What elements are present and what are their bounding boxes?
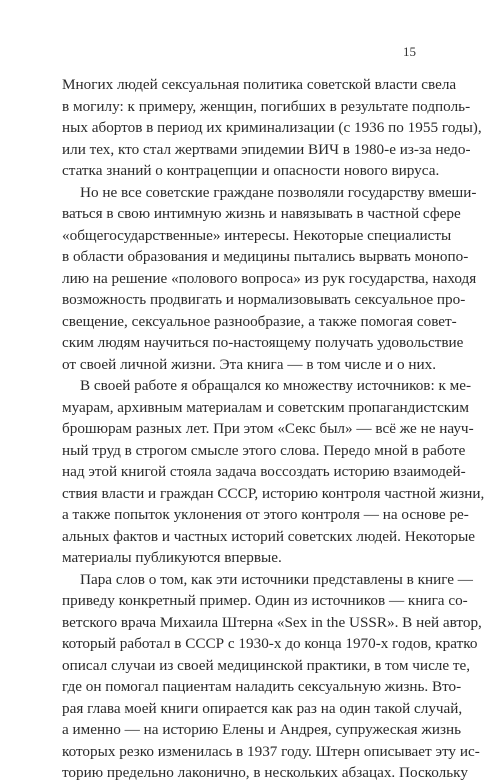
text-line: В своей работе я обращался ко множеству источников: к ме- [80, 377, 472, 394]
text-line: описал случаи из своей медицинской практики, в том числе те, [62, 656, 471, 674]
text-line: от своей личной жизни. Эта книга — в том числе и о них. [62, 355, 437, 373]
text-line: ваться в свою интимную жизнь и навязывать в частной сфере [62, 205, 461, 222]
page-number: 15 [403, 44, 416, 59]
text-line: в могилу: к примеру, женщин, погибших в результате подполь- [62, 97, 471, 115]
text-line: ный труд в строгом смысле этого слова. Передо мной в работе [62, 441, 466, 459]
text-line: который работал в СССР с 1930-х до конца 1970-х годов, кратко [62, 635, 478, 652]
text-line: материалы публикуются впервые. [62, 549, 282, 566]
text-line: альных фактов и частных историй советских людей. Некоторые [62, 527, 476, 545]
text-line: где он помогал пациентам наладить сексуальную жизнь. Вто- [62, 678, 462, 695]
paragraph [62, 182, 477, 376]
text-line: приведу конкретный пример. Один из источников — книга со- [62, 592, 468, 609]
text-line: торию предельно лаконично, в нескольких абзацах. Поскольку [62, 764, 468, 781]
paragraph [62, 569, 482, 784]
text-line: статка знаний о контрацепции и опасности нового вируса. [62, 162, 440, 179]
text-line: в области образования и медицины пытались вырвать монопо- [62, 248, 469, 265]
text-line: муарам, архивным материалам и советским пропагандистским [62, 398, 469, 416]
text-line: а именно — на историю Елены и Андрея, супружеская жизнь [62, 721, 462, 738]
text-line: лию на решение «полового вопроса» из рук государства, находя [62, 269, 477, 287]
text-line: рая глава моей книги опирается как раз на один такой случай, [62, 699, 463, 717]
paragraph [62, 74, 482, 182]
text-line: ных абортов в период их криминализации (с 1936 по 1955 годы), [62, 119, 482, 136]
text-line: а также попыток уклонения от этого контроля — на основе ре- [62, 506, 469, 523]
text-line: брошюрам разных лет. При этом «Секс был» — всё же не науч- [62, 420, 474, 437]
text-line: которых резко изменилась в 1937 году. Штерн описывает эту ис- [62, 742, 480, 760]
text-line: ским людям научиться по-настоящему получать удовольствие [62, 334, 464, 351]
text-line: над этой книгой стояла задача воссоздать историю взаимодей- [62, 463, 466, 480]
text-line: Многих людей сексуальная политика советской власти свела [62, 76, 457, 93]
text-line: «общегосударственные» интересы. Некоторые специалисты [62, 226, 452, 244]
text-line: Но не все советские граждане позволяли государству вмеши- [80, 183, 477, 201]
text-line: ветского врача Михаила Штерна «Sex in the USSR». В ней автор, [62, 613, 482, 631]
text-line: ствия власти и граждан СССР, историю контроля частной жизни, [62, 484, 485, 502]
body-text [62, 74, 485, 784]
text-line: Пара слов о том, как эти источники представлены в книге — [80, 570, 473, 588]
paragraph [62, 375, 485, 569]
text-line: или тех, кто стал жертвами эпидемии ВИЧ в 1980-е из-за недо- [62, 140, 471, 158]
text-line: свещение, сексуальное разнообразие, а также помогая совет- [62, 312, 457, 330]
text-line: возможность продвигать и нормализовывать сексуальное про- [62, 291, 466, 308]
